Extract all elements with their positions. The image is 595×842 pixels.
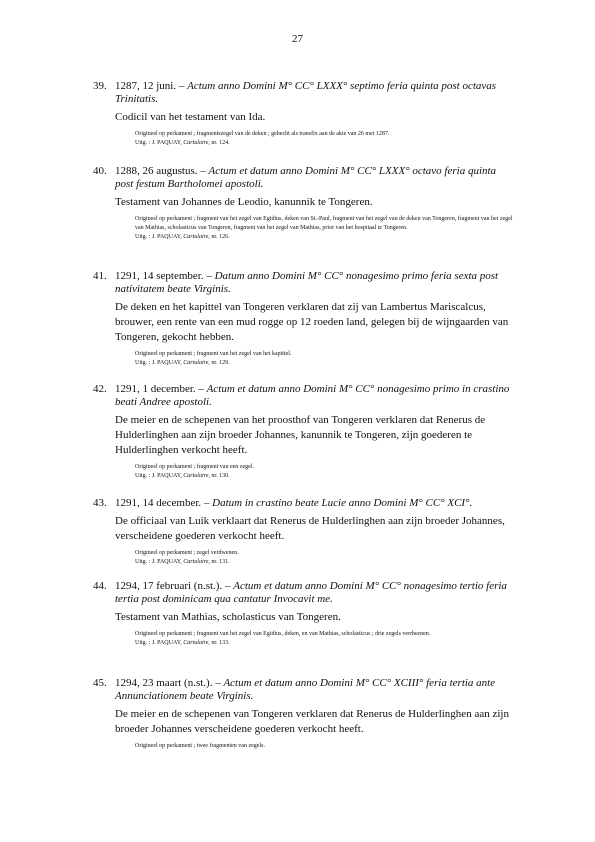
entry-dash: – <box>215 677 221 689</box>
entry-date: 1294, 17 februari (n.st.). <box>115 580 223 592</box>
entry-notes <box>135 130 513 148</box>
entry-number: 42. <box>93 383 107 395</box>
entry-heading <box>115 165 513 191</box>
entry-edition-note: Uitg. : J. PAQUAY, Cartulaire, nr. 130. <box>135 473 230 479</box>
entry-summary: De officiaal van Luik verklaart dat Renerus de Hulderlinghen aan zijn broeder Johannes, verscheidene goederen verkocht heeft. <box>115 515 505 542</box>
entry-edition-note: Uitg. : J. PAQUAY, Cartulaire, nr. 126. <box>135 234 230 240</box>
entry-original-note: Origineel op perkament ; fragmentszegel van de deken ; gehecht als transfix aan de akte van 26 mei 1287. <box>135 131 390 137</box>
entry-dash: – <box>178 80 185 92</box>
entry-edition-note: Uitg. : J. PAQUAY, Cartulaire, nr. 129. <box>135 360 230 366</box>
entry-summary: Testament van Mathias, scholasticus van Tongeren. <box>115 611 341 623</box>
entry-summary: De deken en het kapittel van Tongeren verklaren dat zij van Lambertus Mariscalcus, brouwer, een rente van een mud rogge op 12 roeden land, gelegen bij de wijngaarden van Tongeren, gekocht hebben. <box>115 301 509 343</box>
entry-date: 1291, 14 december. <box>115 497 202 509</box>
charter-entry-45 <box>93 677 513 751</box>
charter-entry-44 <box>93 580 513 648</box>
entry-original-note: Origineel op perkament ; fragment van het zegel van Egidius, deken van St.-Paul, fragment van het zegel van de deken van Tongeren, fragment van het zegel van Mathias, scholasticus van Tongeren, fragment van het zegel van Mathias, prior van het hospitaal te Tongeren. <box>135 216 513 231</box>
entry-dash: – <box>224 580 231 592</box>
entry-dash: – <box>200 165 206 177</box>
entry-notes <box>135 350 513 368</box>
charter-entry-40 <box>93 165 513 242</box>
entry-edition-note: Uitg. : J. PAQUAY, Cartulaire, nr. 133. <box>135 640 230 646</box>
charter-entry-43 <box>93 497 513 567</box>
entry-date: 1288, 26 augustus. <box>115 165 198 177</box>
entry-heading <box>115 80 513 106</box>
entry-heading <box>115 270 513 296</box>
entry-number: 40. <box>93 165 107 177</box>
entry-summary: Codicil van het testament van Ida. <box>115 111 266 123</box>
entry-heading <box>115 497 513 510</box>
entry-original-note: Origineel op perkament ; twee fragmenten van zegels. <box>135 743 265 749</box>
entry-number: 45. <box>93 677 107 689</box>
entry-notes <box>135 549 513 567</box>
entry-original-note: Origineel op perkament ; fragment van een zegel. <box>135 464 254 470</box>
entry-latin-dating: Actum anno Domini M° CC° LXXX° septimo feria quinta post octavas Trinitatis. <box>115 80 497 105</box>
entry-number: 39. <box>93 80 107 92</box>
entry-dash: – <box>206 270 212 282</box>
entry-summary: De meier en de schepenen van het proosthof van Tongeren verklaren dat Renerus de Hulderlinghen aan zijn broeder Johannes, kanunnik te Tongeren, zijn goederen te Hulderlinghen verkocht heeft. <box>115 414 486 456</box>
entry-latin-dating: Datum anno Domini M° CC° nonagesimo primo feria sexta post nativitatem beate Virginis. <box>115 270 499 295</box>
entry-number: 41. <box>93 270 107 282</box>
charter-entry-41 <box>93 270 513 368</box>
entry-number: 43. <box>93 497 107 509</box>
entry-latin-dating: Actum et datum anno Domini M° CC° XCIII° feria tertia ante Annunciationem beate Virginis. <box>115 677 496 702</box>
entry-heading <box>115 383 513 409</box>
entry-latin-dating: Actum et datum anno Domini M° CC° nonagesimo primo in crastino beati Andree apostoli. <box>115 383 510 408</box>
entry-edition-note: Uitg. : J. PAQUAY, Cartulaire, nr. 131. <box>135 559 230 565</box>
charter-entry-42 <box>93 383 513 481</box>
entry-date: 1294, 23 maart (n.st.). <box>115 677 213 689</box>
entry-edition-note: Uitg. : J. PAQUAY, Cartulaire, nr. 124. <box>135 140 230 146</box>
entry-original-note: Origineel op perkament ; fragment van het zegel van Egidius, deken, en van Mathias, scholasticus ; drie zegels verdwenen. <box>135 631 431 637</box>
entry-original-note: Origineel op perkament ; fragment van het zegel van het kapittel. <box>135 351 292 357</box>
entry-heading <box>115 580 513 606</box>
entry-notes <box>135 630 513 648</box>
entry-dash: – <box>198 383 204 395</box>
entry-summary: De meier en de schepenen van Tongeren verklaren dat Renerus de Hulderlinghen aan zijn broeder Johannes verscheidene goederen verkocht heeft. <box>115 708 509 735</box>
entry-dash: – <box>203 497 210 509</box>
entry-original-note: Origineel op perkament ; zegel verdwenen. <box>135 550 239 556</box>
entry-summary: Testament van Johannes de Leodio, kanunnik te Tongeren. <box>115 196 373 208</box>
entry-date: 1291, 14 september. <box>115 270 204 282</box>
page-number: 27 <box>292 33 303 45</box>
entry-notes <box>135 742 513 751</box>
entry-latin-dating: Datum in crastino beate Lucie anno Domini M° CC° XCI°. <box>212 497 473 509</box>
entry-notes <box>135 215 513 242</box>
charter-entry-39 <box>93 80 513 148</box>
entry-latin-dating: Actum et datum anno Domini M° CC° nonagesimo tertio feria tertia post dominicam qua cantatur Invocavit me. <box>115 580 507 605</box>
entry-notes <box>135 463 513 481</box>
entry-latin-dating: Actum et datum anno Domini M° CC° LXXX° octavo feria quinta post festum Bartholomei apostoli. <box>115 165 497 190</box>
entry-date: 1287, 12 juni. <box>115 80 177 92</box>
entry-number: 44. <box>93 580 107 592</box>
entry-date: 1291, 1 december. <box>115 383 196 395</box>
entry-heading <box>115 677 513 703</box>
